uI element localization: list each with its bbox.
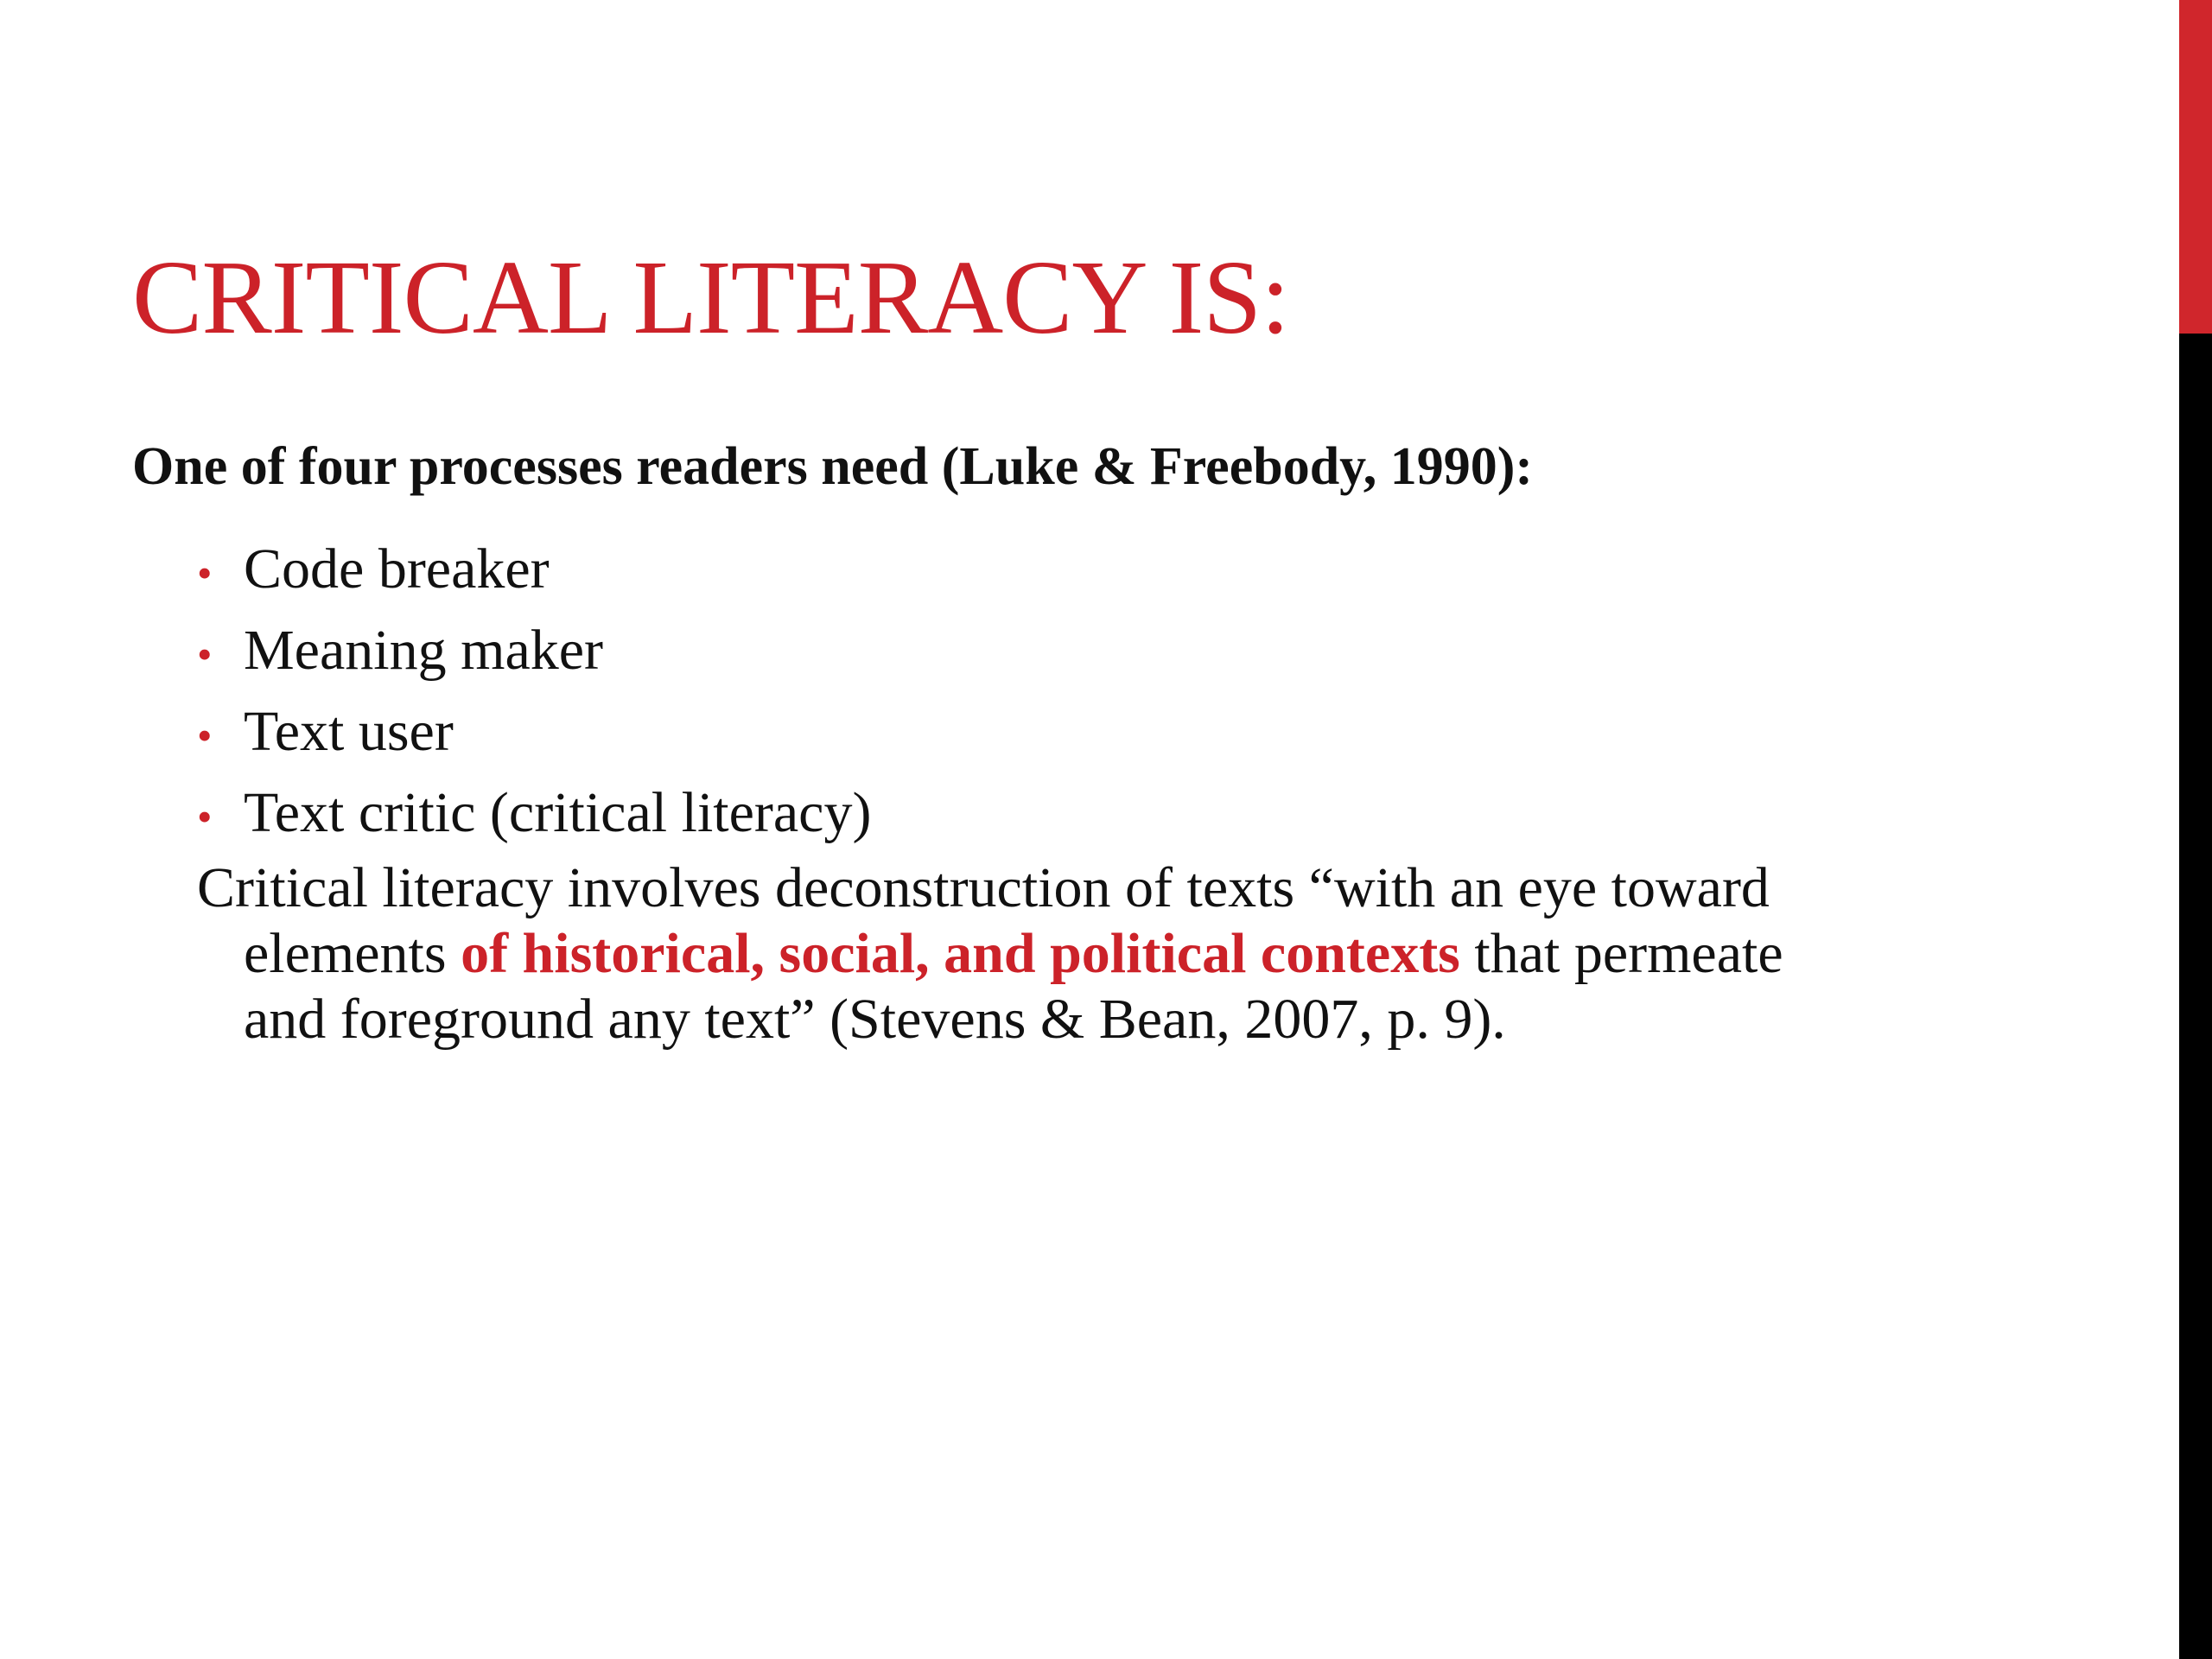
bullet-label: Code breaker	[244, 537, 550, 601]
edge-bar-black-segment	[2179, 334, 2212, 1659]
bullet-list	[197, 529, 871, 854]
quote-line-3: and foreground any text” (Stevens & Bean, 2007, p. 9).	[244, 988, 1506, 1051]
bullet-marker: •	[197, 549, 213, 597]
bullet-label: Meaning maker	[244, 619, 604, 682]
quote-line-2	[197, 921, 1873, 987]
slide-edge-bar	[2179, 0, 2212, 1659]
slide-title: CRITICAL LITERACY IS:	[132, 239, 1289, 356]
bullet-label: Text user	[244, 700, 454, 763]
edge-bar-red-segment	[2179, 0, 2212, 334]
list-item	[197, 610, 871, 691]
list-item	[197, 529, 871, 610]
quote-highlight: of historical, social, and political contexts	[461, 922, 1460, 985]
slide-subtitle: One of four processes readers need (Luke & Freebody, 1990):	[132, 437, 1534, 496]
quote-line-2-suffix: that permeate	[1459, 922, 1783, 985]
quote-paragraph	[197, 855, 1873, 1052]
list-item	[197, 691, 871, 772]
list-item	[197, 772, 871, 854]
bullet-marker: •	[197, 711, 213, 760]
bullet-label: Text critic (critical literacy)	[244, 781, 872, 844]
quote-line-1: Critical literacy involves deconstruction of texts “with an eye toward	[197, 856, 1770, 919]
bullet-marker: •	[197, 792, 213, 841]
quote-line-2-prefix: elements	[244, 922, 461, 985]
bullet-marker: •	[197, 630, 213, 678]
